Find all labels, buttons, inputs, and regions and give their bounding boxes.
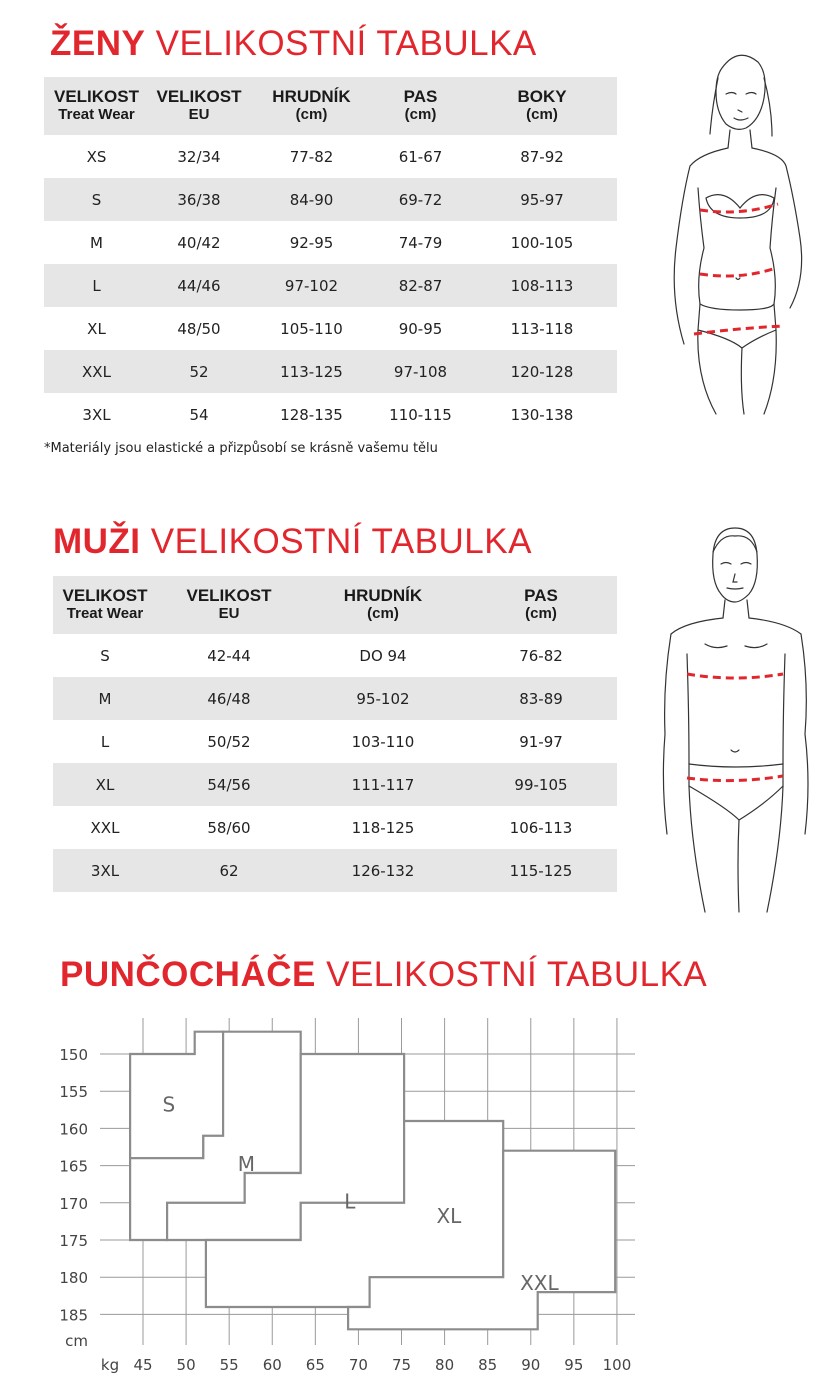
y-tick-label: 185 bbox=[59, 1306, 88, 1325]
x-tick-label: 45 bbox=[133, 1356, 153, 1374]
table-row bbox=[53, 763, 617, 806]
col-header-sub: (cm) bbox=[526, 106, 558, 123]
table-cell: 95-97 bbox=[467, 178, 617, 221]
x-tick-label: 80 bbox=[435, 1356, 455, 1374]
col-header-sub: (cm) bbox=[367, 605, 399, 622]
x-tick-label: 75 bbox=[391, 1356, 412, 1374]
men-size-table bbox=[53, 576, 617, 892]
table-cell: 87-92 bbox=[520, 147, 564, 166]
col-header-chest bbox=[301, 576, 465, 634]
table-row bbox=[44, 221, 617, 264]
size-region-label: XL bbox=[436, 1204, 462, 1229]
table-row bbox=[53, 720, 617, 763]
men-section-title bbox=[53, 522, 532, 562]
women-title-rest: VELIKOSTNÍ TABULKA bbox=[155, 24, 537, 63]
table-row bbox=[44, 307, 617, 350]
table-cell: 82-87 bbox=[374, 264, 467, 307]
table-cell: 48/50 bbox=[177, 319, 221, 338]
table-cell: 74-79 bbox=[398, 233, 443, 252]
col-header-main: VELIKOST bbox=[186, 586, 272, 605]
y-axis-label: cm bbox=[65, 1332, 88, 1350]
table-cell: 40/42 bbox=[177, 233, 221, 252]
y-tick-label: 160 bbox=[59, 1120, 88, 1139]
table-cell: M bbox=[53, 677, 157, 720]
men-title-accent: MUŽI bbox=[53, 522, 141, 561]
size-region-label: XXL bbox=[520, 1271, 559, 1296]
table-cell: 76-82 bbox=[519, 646, 563, 665]
table-cell: 32/34 bbox=[177, 147, 221, 166]
table-cell: XXL bbox=[90, 818, 120, 837]
table-row bbox=[53, 677, 617, 720]
table-cell: 110-115 bbox=[389, 405, 452, 424]
table-header-row bbox=[44, 77, 617, 135]
col-header-main: VELIKOST bbox=[62, 586, 148, 605]
x-tick-label: 95 bbox=[564, 1356, 584, 1374]
y-tick-label: 180 bbox=[59, 1269, 88, 1288]
table-cell: 92-95 bbox=[289, 233, 334, 252]
table-cell: 118-125 bbox=[351, 818, 415, 837]
table-row bbox=[53, 806, 617, 849]
size-region-label: L bbox=[344, 1189, 356, 1214]
table-cell: 3XL bbox=[53, 849, 157, 892]
col-header-main: PAS bbox=[403, 87, 438, 106]
table-row bbox=[53, 849, 617, 892]
size-region-label: S bbox=[162, 1092, 176, 1117]
table-cell: 108-113 bbox=[467, 264, 617, 307]
table-cell: 113-125 bbox=[249, 350, 374, 393]
table-cell: 126-132 bbox=[301, 849, 465, 892]
table-cell: 100-105 bbox=[510, 233, 574, 252]
x-tick-label: 70 bbox=[348, 1356, 368, 1374]
table-cell: 36/38 bbox=[149, 178, 249, 221]
table-cell: 3XL bbox=[82, 405, 111, 424]
table-cell: 128-135 bbox=[280, 405, 343, 424]
table-cell: 111-117 bbox=[301, 763, 465, 806]
table-cell: 54/56 bbox=[157, 763, 301, 806]
col-header-size-eu bbox=[157, 576, 301, 634]
table-cell: 97-102 bbox=[249, 264, 374, 307]
col-header-main: HRUDNÍK bbox=[343, 586, 423, 605]
table-cell: XS bbox=[86, 147, 107, 166]
man-figure-illustration bbox=[655, 524, 815, 914]
x-tick-label: 100 bbox=[602, 1356, 632, 1374]
y-tick-label: 165 bbox=[59, 1157, 88, 1176]
table-cell: 44/46 bbox=[149, 264, 249, 307]
table-cell: S bbox=[44, 178, 149, 221]
table-cell: 83-89 bbox=[465, 677, 617, 720]
table-cell: 115-125 bbox=[465, 849, 617, 892]
col-header-sub: (cm) bbox=[404, 106, 437, 123]
col-header-main: VELIKOST bbox=[156, 87, 242, 106]
x-tick-label: 60 bbox=[262, 1356, 282, 1374]
table-cell: 130-138 bbox=[510, 405, 574, 424]
table-cell: XL bbox=[87, 319, 106, 338]
col-header-sub: EU bbox=[218, 605, 240, 622]
col-header-main: PAS bbox=[524, 586, 558, 605]
x-tick-label: 90 bbox=[521, 1356, 541, 1374]
x-tick-label: 85 bbox=[478, 1356, 498, 1374]
table-row bbox=[44, 393, 617, 436]
table-cell: 69-72 bbox=[374, 178, 467, 221]
table-cell: XXL bbox=[44, 350, 149, 393]
col-header-size-tw bbox=[44, 77, 149, 135]
tights-section-title bbox=[60, 955, 707, 995]
table-cell: DO 94 bbox=[359, 646, 407, 665]
table-cell: 42-44 bbox=[207, 646, 251, 665]
col-header-sub: EU bbox=[188, 106, 210, 123]
col-header-main: VELIKOST bbox=[53, 87, 139, 106]
table-cell: 61-67 bbox=[398, 147, 443, 166]
table-cell: 90-95 bbox=[398, 319, 443, 338]
col-header-sub: (cm) bbox=[525, 605, 557, 622]
table-cell: 95-102 bbox=[301, 677, 465, 720]
table-cell: 58/60 bbox=[207, 818, 251, 837]
elastic-materials-note: *Materiály jsou elastické a přizpůsobí se krásně vašemu tělu bbox=[44, 441, 438, 456]
col-header-hips bbox=[467, 77, 617, 135]
table-cell: 99-105 bbox=[465, 763, 617, 806]
table-cell: 105-110 bbox=[280, 319, 343, 338]
col-header-sub: Treat Wear bbox=[66, 605, 144, 622]
table-cell: L bbox=[100, 732, 110, 751]
women-title-accent: ŽENY bbox=[50, 24, 146, 63]
table-row bbox=[44, 135, 617, 178]
women-size-table bbox=[44, 77, 617, 436]
table-cell: 62 bbox=[157, 849, 301, 892]
x-tick-label: 50 bbox=[176, 1356, 196, 1374]
table-cell: 106-113 bbox=[509, 818, 573, 837]
table-row bbox=[44, 350, 617, 393]
table-cell: 120-128 bbox=[467, 350, 617, 393]
y-tick-label: 175 bbox=[59, 1232, 88, 1250]
x-tick-label: 55 bbox=[219, 1356, 239, 1374]
table-cell: XL bbox=[53, 763, 157, 806]
y-tick-label: 155 bbox=[59, 1083, 88, 1102]
col-header-sub: Treat Wear bbox=[58, 106, 135, 123]
col-header-waist bbox=[374, 77, 467, 135]
col-header-main: BOKY bbox=[517, 87, 567, 106]
table-cell: M bbox=[90, 233, 103, 252]
table-cell: L bbox=[44, 264, 149, 307]
table-cell: 97-108 bbox=[374, 350, 467, 393]
col-header-size-tw bbox=[53, 576, 157, 634]
size-region-label: M bbox=[237, 1152, 256, 1177]
table-row bbox=[44, 264, 617, 307]
table-header-row bbox=[53, 576, 617, 634]
table-cell: 54 bbox=[189, 405, 209, 424]
table-cell: 103-110 bbox=[351, 732, 415, 751]
table-cell: 50/52 bbox=[207, 732, 251, 751]
col-header-chest bbox=[249, 77, 374, 135]
y-tick-label: 170 bbox=[59, 1194, 88, 1213]
tights-title-accent: PUNČOCHÁČE bbox=[60, 955, 316, 994]
y-tick-label: 150 bbox=[59, 1046, 88, 1064]
tights-title-rest: VELIKOSTNÍ TABULKA bbox=[326, 955, 708, 994]
col-header-main: HRUDNÍK bbox=[272, 87, 351, 106]
table-cell: 91-97 bbox=[519, 732, 563, 751]
table-cell: 77-82 bbox=[289, 147, 334, 166]
col-header-size-eu bbox=[149, 77, 249, 135]
table-cell: S bbox=[100, 646, 110, 665]
table-cell: 46/48 bbox=[157, 677, 301, 720]
col-header-sub: (cm) bbox=[295, 106, 328, 123]
table-row bbox=[53, 634, 617, 677]
x-tick-label: 65 bbox=[305, 1356, 325, 1374]
x-axis-label: kg bbox=[100, 1356, 120, 1374]
table-row bbox=[44, 178, 617, 221]
tights-size-chart bbox=[0, 1000, 834, 1395]
men-title-rest: VELIKOSTNÍ TABULKA bbox=[150, 522, 532, 561]
women-section-title bbox=[50, 24, 537, 64]
table-cell: 113-118 bbox=[510, 319, 574, 338]
col-header-waist bbox=[465, 576, 617, 634]
woman-figure-illustration bbox=[660, 48, 820, 418]
table-cell: 84-90 bbox=[249, 178, 374, 221]
table-cell: 52 bbox=[149, 350, 249, 393]
